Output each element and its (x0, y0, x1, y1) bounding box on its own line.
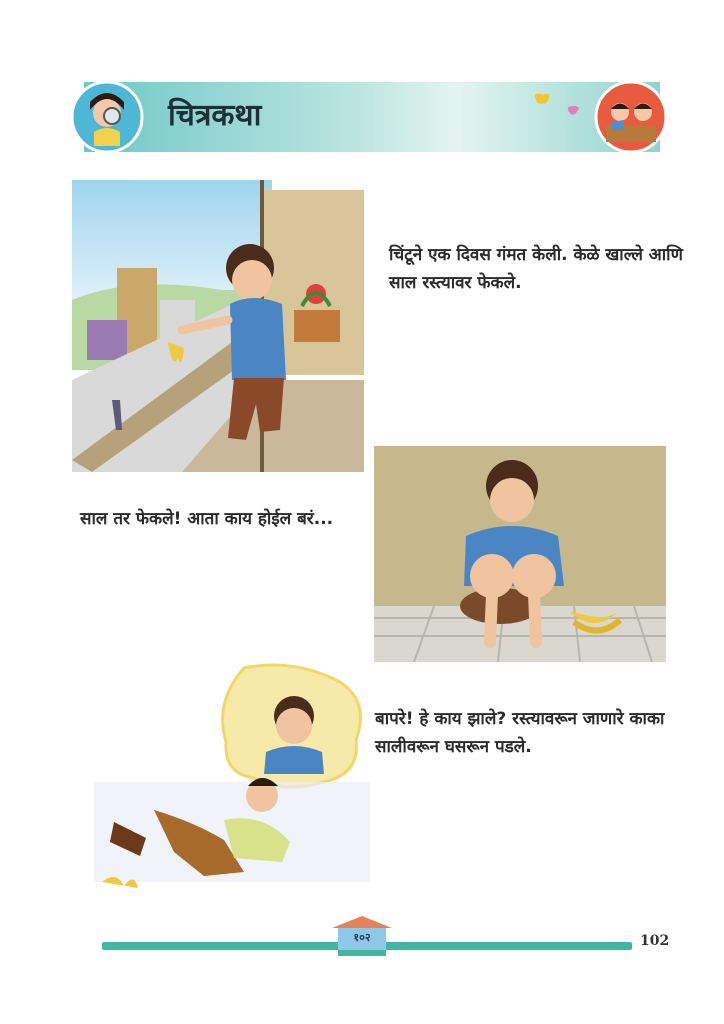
boy-throwing-peel-illustration (72, 180, 364, 472)
detective-girl-badge-icon (70, 80, 144, 154)
page-title: चित्रकथा (168, 98, 262, 133)
panel-2-caption: साल तर फेकले! आता काय होईल बरं... (80, 509, 334, 529)
panel-1-caption: चिंटूने एक दिवस गंमत केली. केळे खाल्ले आणि साल रस्त्यावर फेकले. (389, 245, 683, 293)
boy-sitting-illustration (374, 446, 666, 662)
uncle-slipping-illustration (94, 662, 370, 902)
butterfly-icon (528, 88, 588, 128)
page-number-devanagari: १०२ (353, 931, 371, 944)
panel-3-caption: बापरे! हे काय झाले? रस्त्यावरून जाणारे काका सालीवरून घसरून पडले. (375, 709, 665, 757)
page-number: 102 (640, 933, 670, 949)
children-studying-badge-icon (594, 80, 668, 154)
